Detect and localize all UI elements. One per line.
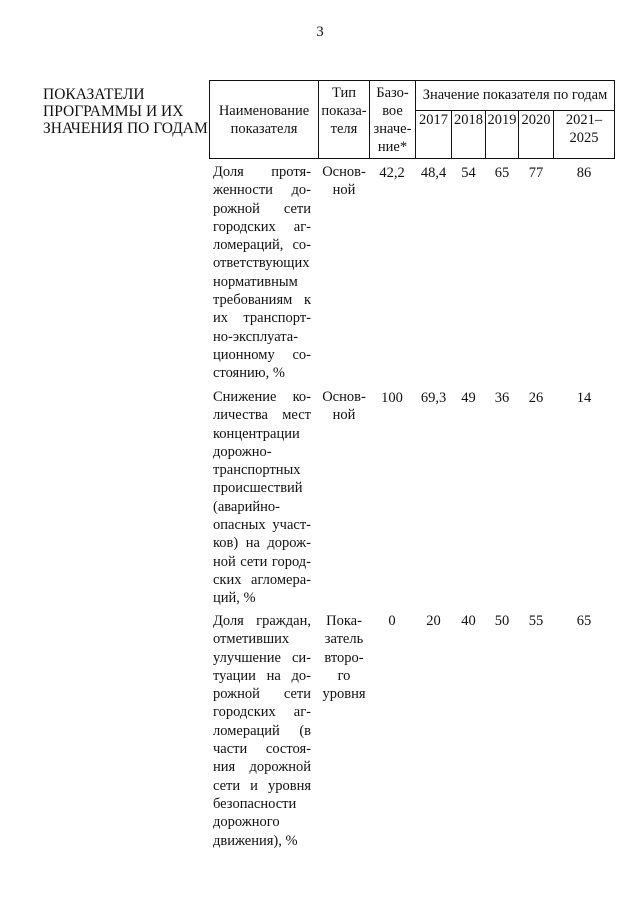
indicator-name: Снижение ко-личества мест концентрации дорожно-транспортных происшествий (аварийно-опасных участ-ков) на дорож-ной сети город-ских агломера-ций, %: [213, 389, 311, 607]
indicator-type: Основ-ной: [322, 389, 366, 424]
header-year: 2018: [454, 112, 483, 128]
indicator-type: Основ-ной: [322, 164, 366, 199]
year-value: 69,3: [420, 390, 447, 406]
section-title: ПОКАЗАТЕЛИ ПРОГРАММЫ И ИХ ЗНАЧЕНИЯ ПО ГОДАМ: [43, 86, 208, 137]
year-value: 65: [576, 613, 592, 629]
year-value: 40: [461, 613, 476, 629]
header-name: Наименование показателя: [218, 103, 310, 137]
base-value: 0: [388, 613, 396, 629]
year-value: 55: [528, 613, 544, 629]
header-top-border: [209, 80, 615, 81]
header-base: Базо-вое значе-ние*: [373, 85, 412, 155]
year-value: 49: [461, 390, 476, 406]
year-value: 65: [494, 165, 510, 181]
header-year: 2021–2025: [565, 112, 603, 146]
indicator-name: Доля протя-женности до-рожной сети городских аг-ломераций, со-ответствующих нормативным требованиям к их транспорт-но-эксплуата-ционному со-стоянию, %: [213, 164, 311, 382]
header-year: 2020: [521, 112, 551, 128]
header-year: 2017: [419, 112, 448, 128]
header-bottom-border: [209, 158, 615, 159]
base-value: 100: [381, 390, 403, 406]
indicator-type: Пока-затель второ-го уровня: [322, 613, 366, 703]
header-right-border: [614, 80, 615, 159]
header-type: Тип показа-теля: [321, 85, 367, 137]
year-value: 86: [576, 165, 592, 181]
year-value: 26: [528, 390, 544, 406]
year-value: 54: [461, 165, 476, 181]
year-value: 20: [426, 613, 441, 629]
year-value: 14: [576, 390, 592, 406]
indicator-name: Доля граждан, отметивших улучшение си-туации на до-рожной сети городских аг-ломераций (в части состоя-ния дорожной сети и уровня безопасности дорожного движения), %: [213, 613, 311, 849]
year-value: 50: [494, 613, 510, 629]
base-value: 42,2: [379, 165, 405, 181]
header-year: 2019: [487, 112, 517, 128]
year-value: 48,4: [420, 165, 447, 181]
year-value: 77: [528, 165, 544, 181]
page-number: 3: [316, 24, 324, 40]
year-value: 36: [494, 390, 510, 406]
header-values-group: Значение показателя по годам: [422, 87, 608, 103]
